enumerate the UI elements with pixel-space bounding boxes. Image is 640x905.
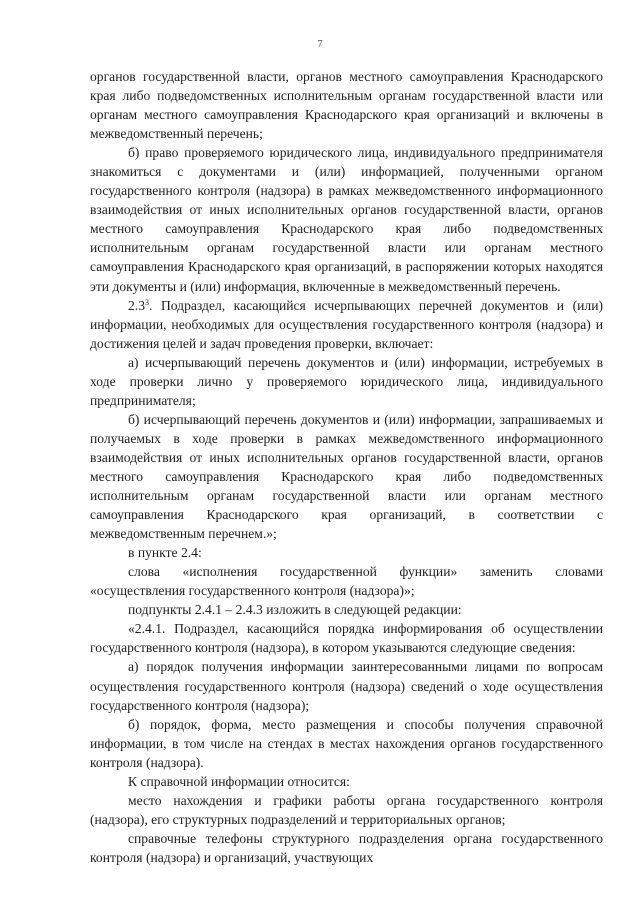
page-number: 7 <box>317 38 323 50</box>
paragraph: К справочной информации относится: <box>128 773 350 789</box>
paragraph: а) исчерпывающий перечень документов и (или) информации, истребуемых в ходе проверки лично у проверяемого юридического лица, индивидуального предпринимателя; <box>90 354 603 408</box>
paragraph: органов государственной власти, органов местного самоуправления Краснодарского края либо подведомственных исполнительным органам государственной власти или органам местного самоуправления Краснодарского края организаций и включены в межведомственный перечень; <box>90 69 603 142</box>
section-text: Подраздел, касающийся исчерпывающих перечней документов и (или) информации, необходимых для осуществления государственного контроля (надзора) и достижения целей и задач проведения проверки, включает: <box>90 297 603 351</box>
paragraph: б) право проверяемого юридического лица, индивидуального предпринимателя знакомиться с документами и (или) информацией, полученными органом государственного контроля (надзора) в рамках межведомственного информационного взаимодействия от иных исполнительных органов государственной власти, органов местного самоуправления Краснодарского края либо подведомственных исполнительным органам государственной власти или органам местного самоуправления Краснодарского края организаций, в распоряжении которых находятся эти документы и (или) информация, включенные в межведомственный перечень. <box>90 145 603 294</box>
paragraph: подпункты 2.4.1 – 2.4.3 изложить в следующей редакции: <box>128 602 462 618</box>
paragraph: «2.4.1. Подраздел, касающийся порядка информирования об осуществлении государственного контроля (надзора), в котором указываются следующие сведения: <box>90 621 603 656</box>
paragraph: в пункте 2.4: <box>128 545 202 561</box>
document-body <box>90 67 603 867</box>
section-number-suffix: . <box>149 297 153 313</box>
section-number: 2.3 <box>128 297 145 313</box>
paragraph: а) порядок получения информации заинтересованными лицами по вопросам осуществления государственного контроля (надзора) сведений о ходе осуществления государственного контроля (надзора); <box>90 659 603 713</box>
paragraph: б) исчерпывающий перечень документов и (или) информации, запрашиваемых и получаемых в ходе проверки в рамках межведомственного информационного взаимодействия от иных исполнительных органов государственной власти, органов местного самоуправления Краснодарского края либо подведомственных исполнительным органам государственной власти или органам местного самоуправления Краснодарского края организаций, в соответствии с межведомственным перечнем.»; <box>90 411 603 542</box>
paragraph: справочные телефоны структурного подразделения органа государственного контроля (надзора) и организаций, участвующих <box>90 830 603 865</box>
paragraph: место нахождения и графики работы органа государственного контроля (надзора), его структурных подразделений и территориальных органов; <box>90 792 603 827</box>
paragraph: б) порядок, форма, место размещения и способы получения справочной информации, в том числе на стендах в местах нахождения органов государственного контроля (надзора). <box>90 716 603 770</box>
paragraph: слова «исполнения государственной функции» заменить словами «осуществления государственного контроля (надзора)»; <box>90 564 603 599</box>
section-paragraph <box>90 296 603 353</box>
section-superscript: 3 <box>145 297 149 307</box>
